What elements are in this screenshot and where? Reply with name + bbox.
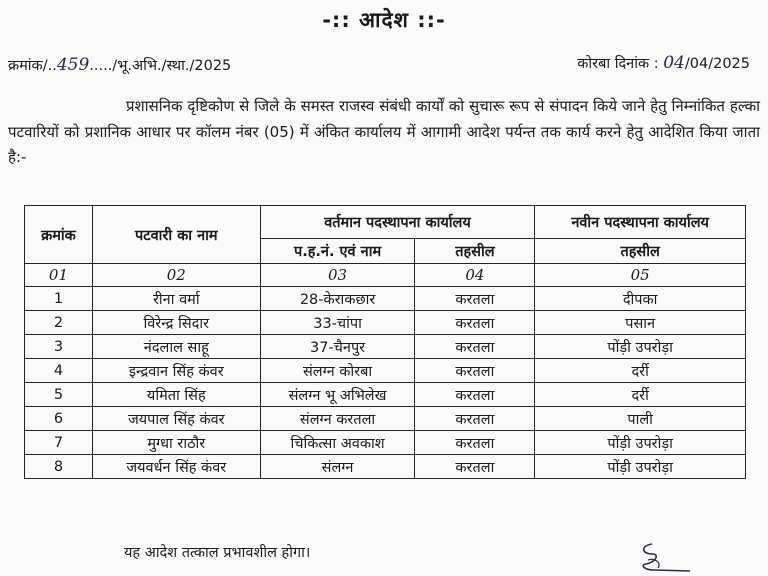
table-row bbox=[25, 431, 746, 455]
date-rest: /04/2025 bbox=[684, 56, 750, 72]
order-date bbox=[577, 53, 750, 73]
row-tehsil: करतला bbox=[415, 311, 535, 335]
row-serial: 3 bbox=[25, 335, 93, 359]
row-name: मुग्धा राठौर bbox=[92, 431, 260, 455]
row-serial: 2 bbox=[25, 311, 93, 335]
row-serial: 7 bbox=[25, 431, 93, 455]
row-tehsil: करतला bbox=[415, 407, 535, 431]
row-new-tehsil: पसान bbox=[535, 311, 746, 335]
date-handwritten-day: 04 bbox=[663, 53, 685, 73]
table-row bbox=[25, 311, 746, 335]
column-number: 05 bbox=[535, 264, 746, 287]
row-new-tehsil: पोंड़ी उपरोड़ा bbox=[535, 335, 746, 359]
order-title: -:: आदेश ::- bbox=[322, 8, 446, 32]
row-tehsil: करतला bbox=[415, 287, 535, 311]
row-tehsil: करतला bbox=[415, 383, 535, 407]
row-tehsil: करतला bbox=[415, 455, 535, 479]
row-serial: 4 bbox=[25, 359, 93, 383]
row-name: इन्द्रवान सिंह कंवर bbox=[92, 359, 260, 383]
row-name: विरेन्द्र सिदार bbox=[92, 311, 260, 335]
table-row bbox=[25, 407, 746, 431]
row-new-tehsil: पोंड़ी उपरोड़ा bbox=[535, 431, 746, 455]
header-serial: क्रमांक bbox=[25, 206, 93, 264]
header-current-tehsil: तहसील bbox=[415, 239, 535, 264]
row-serial: 1 bbox=[25, 287, 93, 311]
row-phn: 33-चांपा bbox=[260, 311, 415, 335]
row-new-tehsil: दर्री bbox=[535, 383, 746, 407]
row-tehsil: करतला bbox=[415, 431, 535, 455]
row-name: जयवर्धन सिंह कंवर bbox=[92, 455, 260, 479]
row-phn: संलग्न करतला bbox=[260, 407, 415, 431]
row-name: नंदलाल साहू bbox=[92, 335, 260, 359]
row-serial: 5 bbox=[25, 383, 93, 407]
table-row bbox=[25, 455, 746, 479]
row-serial: 8 bbox=[25, 455, 93, 479]
order-paragraph bbox=[8, 94, 760, 171]
row-phn: चिकित्सा अवकाश bbox=[260, 431, 415, 455]
reference-number bbox=[8, 55, 231, 75]
row-name: जयपाल सिंह कंवर bbox=[92, 407, 260, 431]
row-new-tehsil: पाली bbox=[535, 407, 746, 431]
column-number: 02 bbox=[92, 264, 260, 287]
header-current-posting: वर्तमान पदस्थापना कार्यालय bbox=[260, 206, 535, 239]
row-phn: 37-चैनपुर bbox=[260, 335, 415, 359]
footer-note: यह आदेश तत्काल प्रभावशील होगा। bbox=[124, 545, 311, 561]
order-paragraph-text: प्रशासनिक दृष्टिकोण से जिले के समस्त राजस्व संबंधी कार्यों को सुचारू रूप से संपादन किये जाने हेतु निम्नांकित हल्का पटवारियों को प्रशानिक आधार पर कॉलम नंबर (05) में अंकित कार्यालय में आगामी आदेश पर्यन्त तक कार्य करने हेतु आदेशित किया जाता है:- bbox=[8, 97, 760, 166]
row-phn: संलग्न भू अभिलेख bbox=[260, 383, 415, 407]
column-number: 04 bbox=[415, 264, 535, 287]
reference-prefix: क्रमांक/.. bbox=[8, 58, 57, 74]
row-serial: 6 bbox=[25, 407, 93, 431]
table-row bbox=[25, 383, 746, 407]
header-new-posting: नवीन पदस्थापना कार्यालय bbox=[535, 206, 746, 239]
table-row bbox=[25, 287, 746, 311]
reference-suffix: ...../भू.अभि./स्था./2025 bbox=[89, 58, 232, 74]
transfer-table bbox=[24, 205, 746, 479]
date-prefix: कोरबा दिनांक : bbox=[577, 56, 664, 72]
row-tehsil: करतला bbox=[415, 359, 535, 383]
column-number: 03 bbox=[260, 264, 415, 287]
row-name: रीना वर्मा bbox=[92, 287, 260, 311]
header-name: पटवारी का नाम bbox=[92, 206, 260, 264]
reference-handwritten-number: 459 bbox=[56, 55, 90, 75]
table-row bbox=[25, 335, 746, 359]
signature-icon bbox=[632, 540, 692, 576]
row-phn: संलग्न कोरबा bbox=[260, 359, 415, 383]
row-new-tehsil: पोंड़ी उपरोड़ा bbox=[535, 455, 746, 479]
row-tehsil: करतला bbox=[415, 335, 535, 359]
column-number: 01 bbox=[25, 264, 93, 287]
row-new-tehsil: दीपका bbox=[535, 287, 746, 311]
header-new-tehsil: तहसील bbox=[535, 239, 746, 264]
row-phn: 28-केराकछार bbox=[260, 287, 415, 311]
header-current-phn: प.ह.नं. एवं नाम bbox=[260, 239, 415, 264]
row-name: यमिता सिंह bbox=[92, 383, 260, 407]
row-phn: संलग्न bbox=[260, 455, 415, 479]
row-new-tehsil: दर्री bbox=[535, 359, 746, 383]
table-row bbox=[25, 359, 746, 383]
